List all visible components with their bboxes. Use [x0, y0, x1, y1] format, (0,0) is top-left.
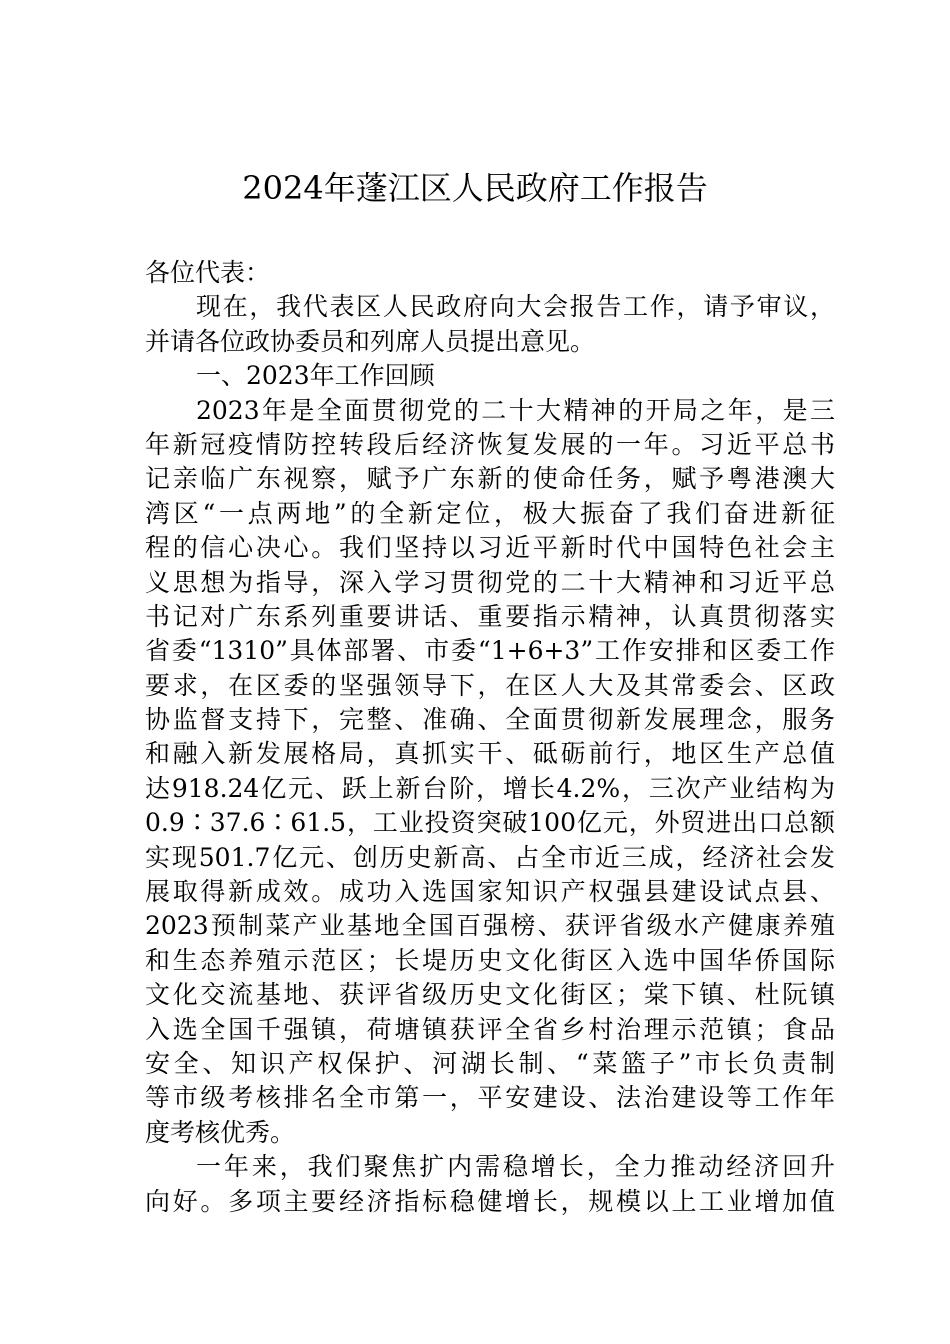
paragraph-line: 要求，在区委的坚强领导下，在区人大及其常委会、区政	[145, 670, 835, 700]
document-body	[145, 256, 835, 1219]
paragraph-line: 记亲临广东视察，赋予广东新的使命任务，赋予粤港澳大	[145, 464, 835, 494]
paragraph-line: 一年来，我们聚焦扩内需稳增长，全力推动经济回升	[196, 1152, 835, 1182]
paragraph-line: 和融入新发展格局，真抓实干、砥砺前行，地区生产总值	[145, 739, 835, 769]
paragraph-line: 省委“1310”具体部署、市委“1+6+3”工作安排和区委工作	[145, 636, 835, 666]
paragraph-line: 湾区“一点两地”的全新定位，极大振奋了我们奋进新征	[145, 498, 835, 528]
paragraph-line: 现在，我代表区人民政府向大会报告工作，请予审议，	[196, 292, 835, 322]
paragraph-line: 义思想为指导，深入学习贯彻党的二十大精神和习近平总	[145, 567, 835, 597]
paragraph-line: 达918.24亿元、跃上新台阶，增长4.2%，三次产业结构为	[145, 773, 835, 803]
paragraph-line: 并请各位政协委员和列席人员提出意见。	[145, 326, 596, 356]
paragraph-line: 书记对广东系列重要讲话、重要指示精神，认真贯彻落实	[145, 601, 835, 631]
paragraph-line: 安全、知识产权保护、河湖长制、“菜篮子”市长负责制	[145, 1048, 835, 1078]
salutation: 各位代表：	[145, 258, 271, 287]
paragraph-line: 2023年是全面贯彻党的二十大精神的开局之年，是三	[196, 395, 835, 425]
paragraph-line: 0.9∶37.6∶61.5，工业投资突破100亿元，外贸进出口总额	[145, 808, 835, 838]
section-heading: 一、2023年工作回顾	[196, 361, 435, 391]
paragraph-line: 展取得新成效。成功入选国家知识产权强县建设试点县、	[145, 877, 835, 907]
paragraph-line: 入选全国千强镇，荷塘镇获评全省乡村治理示范镇；食品	[145, 1014, 835, 1044]
paragraph-line: 程的信心决心。我们坚持以习近平新时代中国特色社会主	[145, 533, 835, 563]
paragraph-line: 文化交流基地、获评省级历史文化街区；棠下镇、杜阮镇	[145, 980, 835, 1010]
paragraph-line: 2023预制菜产业基地全国百强榜、获评省级水产健康养殖	[145, 911, 835, 941]
paragraph-line: 年新冠疫情防控转段后经济恢复发展的一年。习近平总书	[145, 429, 835, 459]
paragraph-line: 向好。多项主要经济指标稳健增长，规模以上工业增加值	[145, 1186, 835, 1216]
paragraph-line: 实现501.7亿元、创历史新高、占全市近三成，经济社会发	[145, 842, 835, 872]
paragraph-line: 和生态养殖示范区；长堤历史文化街区入选中国华侨国际	[145, 945, 835, 975]
document-title: 2024年蓬江区人民政府工作报告	[242, 169, 708, 207]
paragraph-line: 度考核优秀。	[145, 1117, 296, 1147]
paragraph-line: 等市级考核排名全市第一，平安建设、法治建设等工作年	[145, 1083, 835, 1113]
paragraph-line: 协监督支持下，完整、准确、全面贯彻新发展理念，服务	[145, 705, 835, 735]
